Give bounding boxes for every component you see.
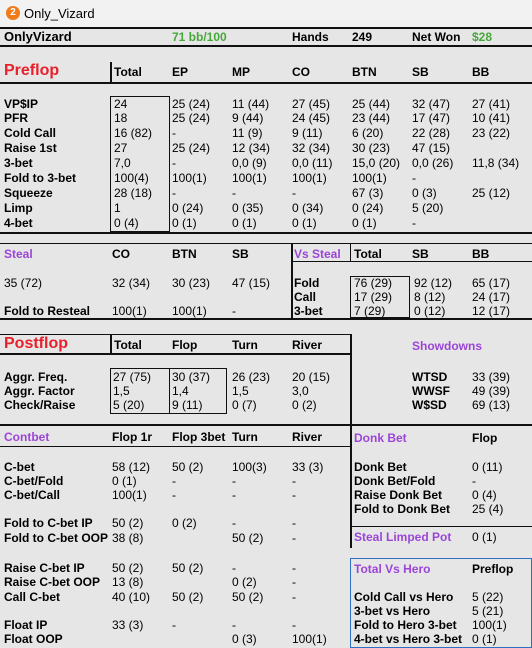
preflop-cell: 100(1) xyxy=(232,171,267,185)
contbet-row-label: Float OOP xyxy=(4,632,63,646)
preflop-cell: - xyxy=(172,126,176,140)
steal-title: Steal xyxy=(4,247,33,261)
contbet-cell: - xyxy=(292,590,296,604)
divider xyxy=(0,446,350,447)
contbet-cell: 0 (3) xyxy=(232,632,257,646)
steal-col-co: CO xyxy=(112,247,130,261)
preflop-cell: 12 (34) xyxy=(232,141,271,155)
contbet-row-label: C-bet/Call xyxy=(4,488,61,502)
vs-steal-cell: 92 (12) xyxy=(414,276,453,290)
vs-hero-row-label: Fold to Hero 3-bet xyxy=(354,618,457,632)
postflop-col-total: Total xyxy=(114,338,142,352)
preflop-col-header: CO xyxy=(292,65,310,79)
preflop-cell: 0 (24) xyxy=(352,201,384,215)
divider xyxy=(0,243,532,244)
contbet-col-river: River xyxy=(292,430,323,444)
preflop-col-header: BB xyxy=(472,65,490,79)
donk-cell: 0 (4) xyxy=(472,488,497,502)
divider xyxy=(110,334,112,354)
contbet-cell: - xyxy=(232,516,236,530)
contbet-cell: 50 (2) xyxy=(172,460,204,474)
divider xyxy=(0,318,532,320)
contbet-cell: 50 (2) xyxy=(172,561,204,575)
vs-steal-col-sb: SB xyxy=(412,247,429,261)
resteal-sb: - xyxy=(232,304,236,318)
preflop-cell: 0 (4) xyxy=(114,216,139,230)
contbet-title: Contbet xyxy=(4,430,50,444)
postflop-cell: 1,4 xyxy=(172,384,189,398)
contbet-cell: 38 (8) xyxy=(112,531,144,545)
resteal-btn: 100(1) xyxy=(172,304,207,318)
net-won-value: $28 xyxy=(472,30,493,44)
postflop-row-label: Aggr. Freq. xyxy=(4,370,68,384)
preflop-cell: 11 (44) xyxy=(232,97,270,111)
donk-row-label: Donk Bet/Fold xyxy=(354,474,436,488)
contbet-cell: 0 (1) xyxy=(112,474,137,488)
postflop-cell: 27 (75) xyxy=(113,370,152,384)
contbet-cell: 58 (12) xyxy=(112,460,151,474)
preflop-cell: 0 (1) xyxy=(172,216,197,230)
postflop-title: Postflop xyxy=(4,335,68,352)
preflop-cell: 27 xyxy=(114,141,128,155)
vs-hero-row-label: 3-bet vs Hero xyxy=(354,604,431,618)
preflop-cell: 0 (35) xyxy=(232,201,264,215)
preflop-col-header: EP xyxy=(172,65,189,79)
divider xyxy=(0,232,532,234)
preflop-cell: 5 (20) xyxy=(412,201,444,215)
preflop-cell: 25 (24) xyxy=(172,97,211,111)
vs-steal-cell: 0 (12) xyxy=(414,304,446,318)
vs-steal-row-label: Fold xyxy=(294,276,320,290)
donk-bet-title: Donk Bet xyxy=(354,431,407,445)
preflop-cell: 32 (47) xyxy=(412,97,451,111)
winrate: 71 bb/100 xyxy=(172,30,227,44)
title-bar[interactable] xyxy=(0,0,532,27)
contbet-row-label: Raise C-bet IP xyxy=(4,561,85,575)
vs-hero-cell: 5 (22) xyxy=(472,590,504,604)
contbet-cell: - xyxy=(292,618,296,632)
donk-row-label: Raise Donk Bet xyxy=(354,488,443,502)
preflop-cell: 0 (24) xyxy=(172,201,204,215)
preflop-cell: 0,0 (26) xyxy=(412,156,454,170)
contbet-col-turn: Turn xyxy=(232,430,258,444)
preflop-cell: 47 (15) xyxy=(412,141,451,155)
contbet-cell: - xyxy=(292,561,296,575)
fold-to-resteal-label: Fold to Resteal xyxy=(4,304,91,318)
postflop-row-label: Aggr. Factor xyxy=(4,384,75,398)
divider xyxy=(350,334,352,426)
preflop-row-label: Limp xyxy=(4,201,33,215)
vs-hero-cell: 100(1) xyxy=(472,618,507,632)
contbet-cell: - xyxy=(232,474,236,488)
divider xyxy=(0,334,350,335)
postflop-col-turn: Turn xyxy=(232,338,258,352)
preflop-cell: 10 (41) xyxy=(472,111,511,125)
vs-steal-cell: 24 (17) xyxy=(472,290,511,304)
divider xyxy=(0,424,532,426)
vs-steal-cell: 7 (29) xyxy=(354,304,386,318)
window-title: Only_Vizard xyxy=(24,6,95,21)
preflop-col-header: MP xyxy=(232,65,250,79)
vs-hero-cell: 0 (1) xyxy=(472,632,497,646)
contbet-cell: - xyxy=(172,488,176,502)
divider xyxy=(350,426,352,548)
preflop-row-label: PFR xyxy=(4,111,28,125)
divider xyxy=(291,261,532,262)
preflop-cell: 100(1) xyxy=(292,171,327,185)
steal-limped-pot-label: Steal Limped Pot xyxy=(354,530,452,544)
steal-sb: 47 (15) xyxy=(232,276,271,290)
preflop-cell: 0,0 (11) xyxy=(292,156,333,170)
vs-hero-row-label: Cold Call vs Hero xyxy=(354,590,454,604)
contbet-cell: 50 (2) xyxy=(112,516,144,530)
preflop-cell: 16 (82) xyxy=(114,126,153,140)
preflop-cell: 11,8 (34) xyxy=(472,156,520,170)
preflop-cell: 100(4) xyxy=(114,171,149,185)
postflop-row-label: Check/Raise xyxy=(4,398,76,412)
divider xyxy=(110,62,112,84)
postflop-cell: 3,0 xyxy=(292,384,309,398)
preflop-row-label: Raise 1st xyxy=(4,141,57,155)
contbet-row-label: Float IP xyxy=(4,618,48,632)
postflop-cell: 9 (11) xyxy=(172,398,203,412)
preflop-row-label: Squeeze xyxy=(4,186,53,200)
preflop-cell: 9 (11) xyxy=(292,126,323,140)
preflop-cell: 22 (28) xyxy=(412,126,451,140)
preflop-row-label: Fold to 3-bet xyxy=(4,171,76,185)
preflop-cell: 9 (44) xyxy=(232,111,264,125)
steal-btn: 30 (23) xyxy=(172,276,211,290)
preflop-cell: 0 (1) xyxy=(292,216,317,230)
contbet-row-label: C-bet xyxy=(4,460,35,474)
contbet-col-flop3bet: Flop 3bet xyxy=(172,430,226,444)
steal-col-sb: SB xyxy=(232,247,249,261)
contbet-cell: 33 (3) xyxy=(112,618,144,632)
preflop-cell: 25 (12) xyxy=(472,186,511,200)
preflop-cell: - xyxy=(232,186,236,200)
contbet-cell: 50 (2) xyxy=(232,531,264,545)
contbet-col-flop1r: Flop 1r xyxy=(112,430,153,444)
preflop-col-header: BTN xyxy=(352,65,377,79)
preflop-cell: 100(1) xyxy=(352,171,387,185)
preflop-cell: 24 (45) xyxy=(292,111,331,125)
postflop-cell: 20 (15) xyxy=(292,370,331,384)
postflop-cell: 1,5 xyxy=(232,384,249,398)
divider xyxy=(291,243,293,319)
app-logo-icon: 2 xyxy=(6,6,20,20)
contbet-cell: 40 (10) xyxy=(112,590,151,604)
contbet-cell: - xyxy=(292,531,296,545)
contbet-row-label: Raise C-bet OOP xyxy=(4,575,101,589)
showdowns-row-label: WWSF xyxy=(412,384,450,398)
divider xyxy=(0,82,532,84)
divider xyxy=(350,526,532,527)
preflop-cell: 0 (34) xyxy=(292,201,324,215)
vs-hero-row-label: 4-bet vs Hero 3-bet xyxy=(354,632,463,646)
postflop-col-river: River xyxy=(292,338,323,352)
vs-steal-title: Vs Steal xyxy=(294,247,341,261)
net-won-label: Net Won xyxy=(412,30,461,44)
showdowns-cell: 69 (13) xyxy=(472,398,511,412)
vs-steal-col-bb: BB xyxy=(472,247,490,261)
contbet-cell: 50 (2) xyxy=(232,590,264,604)
preflop-cell: - xyxy=(172,186,176,200)
contbet-cell: - xyxy=(232,618,236,632)
contbet-cell: 0 (2) xyxy=(172,516,197,530)
preflop-title: Preflop xyxy=(4,62,60,79)
showdowns-row-label: W$SD xyxy=(412,398,447,412)
preflop-col-header: SB xyxy=(412,65,429,79)
divider xyxy=(350,243,351,261)
vs-steal-cell: 76 (29) xyxy=(354,276,393,290)
contbet-cell: 50 (2) xyxy=(112,561,144,575)
preflop-cell: 100(1) xyxy=(172,171,207,185)
steal-total: 35 (72) xyxy=(4,276,43,290)
preflop-row-label: 4-bet xyxy=(4,216,33,230)
steal-co: 32 (34) xyxy=(112,276,151,290)
postflop-cell: 1,5 xyxy=(113,384,130,398)
vs-hero-title: Total Vs Hero xyxy=(354,562,431,576)
preflop-cell: 18 xyxy=(114,111,128,125)
preflop-cell: 32 (34) xyxy=(292,141,331,155)
preflop-cell: - xyxy=(412,216,416,230)
resteal-co: 100(1) xyxy=(112,304,147,318)
vs-hero-cell: 5 (21) xyxy=(472,604,504,618)
contbet-cell: 100(1) xyxy=(112,488,147,502)
vs-steal-col-total: Total xyxy=(354,247,382,261)
contbet-cell: - xyxy=(292,474,296,488)
preflop-cell: 0,0 (9) xyxy=(232,156,267,170)
vs-steal-row-label: 3-bet xyxy=(294,304,323,318)
preflop-cell: 0 (1) xyxy=(352,216,377,230)
contbet-cell: 13 (8) xyxy=(112,575,144,589)
contbet-cell: 50 (2) xyxy=(172,590,204,604)
vs-steal-cell: 65 (17) xyxy=(472,276,511,290)
postflop-cell: 5 (20) xyxy=(113,398,145,412)
vs-steal-cell: 8 (12) xyxy=(414,290,446,304)
preflop-cell: 25 (24) xyxy=(172,111,211,125)
hands-label: Hands xyxy=(292,30,329,44)
steal-col-btn: BTN xyxy=(172,247,197,261)
preflop-col-header: Total xyxy=(114,65,142,79)
preflop-cell: 6 (20) xyxy=(352,126,384,140)
donk-row-label: Donk Bet xyxy=(354,460,407,474)
contbet-cell: 100(3) xyxy=(232,460,267,474)
preflop-row-label: 3-bet xyxy=(4,156,33,170)
donk-row-label: Fold to Donk Bet xyxy=(354,502,450,516)
showdowns-cell: 49 (39) xyxy=(472,384,511,398)
contbet-cell: - xyxy=(292,488,296,502)
preflop-cell: 27 (41) xyxy=(472,97,511,111)
showdowns-row-label: WTSD xyxy=(412,370,448,384)
preflop-cell: 0 (1) xyxy=(232,216,257,230)
contbet-cell: - xyxy=(172,474,176,488)
preflop-cell: 23 (44) xyxy=(352,111,391,125)
contbet-cell: - xyxy=(292,516,296,530)
preflop-cell: 25 (24) xyxy=(172,141,211,155)
preflop-cell: 67 (3) xyxy=(352,186,384,200)
preflop-row-label: VP$IP xyxy=(4,97,39,111)
contbet-cell: - xyxy=(232,561,236,575)
preflop-cell: 1 xyxy=(114,201,121,215)
preflop-cell: 28 (18) xyxy=(114,186,153,200)
contbet-cell: 100(1) xyxy=(292,632,327,646)
postflop-cell: 0 (2) xyxy=(292,398,317,412)
preflop-row-label: Cold Call xyxy=(4,126,57,140)
steal-limped-pot-value: 0 (1) xyxy=(472,530,497,544)
preflop-cell: 11 (9) xyxy=(232,126,263,140)
postflop-col-flop: Flop xyxy=(172,338,198,352)
preflop-cell: - xyxy=(412,171,416,185)
showdowns-cell: 33 (39) xyxy=(472,370,511,384)
hands-count: 249 xyxy=(352,30,373,44)
contbet-cell: - xyxy=(172,618,176,632)
vs-steal-cell: 17 (29) xyxy=(354,290,393,304)
postflop-cell: 30 (37) xyxy=(172,370,211,384)
preflop-cell: - xyxy=(172,156,176,170)
donk-cell: 25 (4) xyxy=(472,502,504,516)
divider xyxy=(0,45,532,47)
postflop-cell: 26 (23) xyxy=(232,370,271,384)
donk-col-flop: Flop xyxy=(472,431,498,445)
contbet-cell: 33 (3) xyxy=(292,460,324,474)
donk-cell: - xyxy=(472,474,476,488)
preflop-cell: 0 (3) xyxy=(412,186,437,200)
showdowns-title: Showdowns xyxy=(412,339,482,353)
contbet-row-label: Call C-bet xyxy=(4,590,61,604)
donk-cell: 0 (11) xyxy=(472,460,503,474)
preflop-cell: - xyxy=(292,186,296,200)
contbet-row-label: C-bet/Fold xyxy=(4,474,64,488)
contbet-cell: - xyxy=(292,575,296,589)
preflop-cell: 7,0 xyxy=(114,156,131,170)
postflop-cell: 0 (7) xyxy=(232,398,257,412)
vs-hero-col-preflop: Preflop xyxy=(472,562,514,576)
vs-steal-row-label: Call xyxy=(294,290,317,304)
vs-steal-cell: 12 (17) xyxy=(472,304,511,318)
preflop-cell: 23 (22) xyxy=(472,126,511,140)
preflop-cell: 15,0 (20) xyxy=(352,156,401,170)
contbet-row-label: Fold to C-bet IP xyxy=(4,516,93,530)
contbet-cell: 0 (2) xyxy=(232,575,257,589)
contbet-cell: - xyxy=(232,488,236,502)
player-name: OnlyVizard xyxy=(4,29,72,44)
contbet-row-label: Fold to C-bet OOP xyxy=(4,531,108,545)
preflop-cell: 17 (47) xyxy=(412,111,451,125)
preflop-cell: 24 xyxy=(114,97,128,111)
preflop-cell: 25 (44) xyxy=(352,97,391,111)
preflop-cell: 27 (45) xyxy=(292,97,331,111)
preflop-cell: 30 (23) xyxy=(352,141,391,155)
divider xyxy=(0,27,532,29)
divider xyxy=(0,353,350,355)
